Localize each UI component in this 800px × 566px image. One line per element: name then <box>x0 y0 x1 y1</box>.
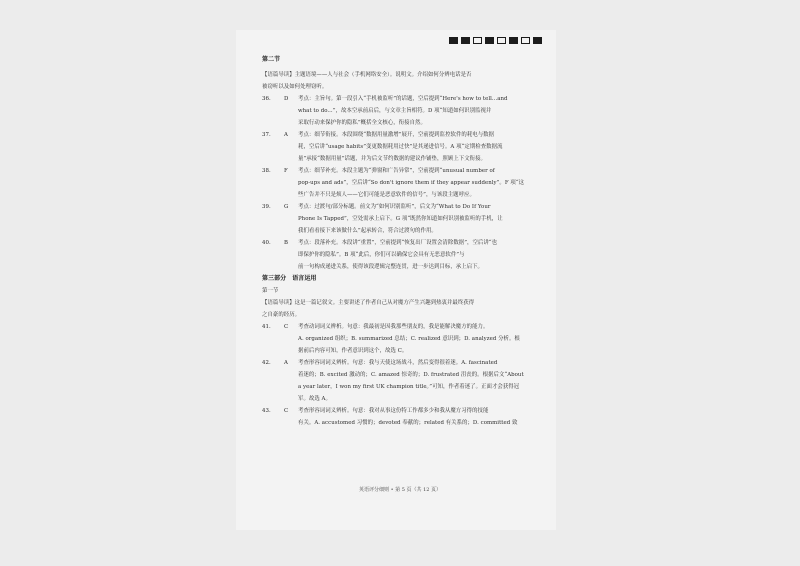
item-number: 37. <box>262 132 271 138</box>
section3-guide-line: 【语篇导读】这是一篇记叙文。主要讲述了作者自己从对魔方产生兴趣到热衷并最终获得 <box>262 300 475 306</box>
explanation-line: 前一句构成递进关系，使得该段逻辑完整连贯，进一步达到目标，承上启下。 <box>298 264 483 270</box>
item-number: 40. <box>262 240 271 246</box>
answer-item <box>262 93 540 129</box>
answer-item <box>262 165 540 201</box>
item-explanation <box>298 321 540 357</box>
header-mark <box>509 37 518 44</box>
explanation-line: 量”承接“数据用量”话题，并为后文节约数据的建议作铺垫，照顾上下文衔接。 <box>298 156 486 162</box>
item-answer: B <box>284 240 289 246</box>
item-explanation <box>298 93 540 129</box>
explanation-line: pop-ups and ads”，空后讲“So don't ignore them if they appear suddenly”。F 项“这 <box>298 180 525 186</box>
explanation-line: what to do...”，故本空承前启后，与文章主旨相符。D 项“知道如何识别监视并 <box>298 108 492 114</box>
header-mark <box>497 37 506 44</box>
page-footer: 英语评分细则 • 第 5 页（共 12 页） <box>358 487 442 493</box>
explanation-line: 考查动词词义辨析。句意：我最初是因我那些朋友的，我是能解决魔方的能力。 <box>298 324 489 330</box>
item-explanation <box>298 129 540 165</box>
answer-item <box>262 321 540 357</box>
explanation-line: a year later，I won my first UK champion title。”可知，作者着迷了。正面才会获得冠 <box>298 384 520 390</box>
explanation-line: 有关。A. accustomed 习惯的；devoted 奉献的；related 有关系的；D. committed 致 <box>298 420 518 426</box>
item-answer: C <box>284 324 289 330</box>
header-mark <box>449 37 458 44</box>
explanation-line: 考点：主旨句。第一段引入“手机被监听”的话题，空后提到“Here's how to tell...and <box>298 96 508 102</box>
item-number: 36. <box>262 96 271 102</box>
item-explanation <box>298 237 540 273</box>
item-explanation <box>298 357 540 405</box>
header-mark <box>461 37 470 44</box>
header-mark <box>533 37 542 44</box>
header-mark <box>485 37 494 44</box>
header-mark <box>473 37 482 44</box>
explanation-line: 据前后内容可知，作者意识到这个，故选 C。 <box>298 348 408 354</box>
item-number: 39. <box>262 204 271 210</box>
explanation-line: 考查形容词词义辨析。句意：我对从事这份特工作都多少和我从魔方习得的技能 <box>298 408 489 414</box>
item-explanation <box>298 405 540 429</box>
explanation-line: 考点：细节补充。本段主题为“弹窗和广告异常”，空前提到“unusual number of <box>298 168 495 174</box>
item-explanation <box>298 165 540 201</box>
item-number: 41. <box>262 324 271 330</box>
header-mark <box>521 37 530 44</box>
section3-subtitle: 第一节 <box>262 288 279 294</box>
item-number: 42. <box>262 360 271 366</box>
section3-guide-line: 之自豪的经历。 <box>262 312 301 318</box>
explanation-line: 我们看看接下来该做什么”起承转合，符合过渡句的作用。 <box>298 228 437 234</box>
explanation-line: 考点：过渡句/部分标题。前文为“如何识别监听”，后文为“What to Do If Your <box>298 204 491 210</box>
explanation-line: 些广告并不只是烦人——它们可能是恶意软件的信号”，与该段主题呼应。 <box>298 192 475 198</box>
item-answer: A <box>284 360 288 366</box>
section2-guide-line: 被窃听以及如何处理窃听。 <box>262 84 328 90</box>
answer-item <box>262 201 540 237</box>
explanation-line: 考查形容词词义辨析。句意：我与天使这场战斗，然后变得很着迷。A. fascinated <box>298 360 498 366</box>
answer-item <box>262 129 540 165</box>
explanation-line: 考点：段落补充。本段讲“重置”，空前提到“恢复出厂设置会清除数据”，空后讲“也 <box>298 240 498 246</box>
explanation-line: 考点：细节衔接。本段围绕“数据用量激增”展开，空前提到监控软件的耗电与数据 <box>298 132 495 138</box>
explanation-line: Phone Is Tapped”，空处需承上启下。G 项“既然你知道如何识别被监听的手机，让 <box>298 216 503 222</box>
item-number: 43. <box>262 408 271 414</box>
item-explanation <box>298 201 540 237</box>
item-answer: D <box>284 96 289 102</box>
explanation-line: 耗，空后讲“usage habits”变更数据耗用过快”是其递进信号。A 项“定期检查数据流 <box>298 144 503 150</box>
item-number: 38. <box>262 168 271 174</box>
item-answer: A <box>284 132 288 138</box>
item-answer: G <box>284 204 289 210</box>
item-answer: F <box>284 168 288 174</box>
answer-item <box>262 405 540 429</box>
explanation-line: 军。故选 A。 <box>298 396 331 402</box>
explanation-line: A. organized 组织；B. summarized 总结；C. realized 意识到；D. analyzed 分析。根 <box>298 336 520 342</box>
explanation-line: 即保护你的隐私”。B 项“此后，你们可以确保它会具有无恶意软件”与 <box>298 252 465 258</box>
section2-guide-line: 【语篇导读】主题语境——人与社会（手机网络安全）。说明文。介绍如何分辨电话是否 <box>262 72 472 78</box>
answer-item <box>262 357 540 405</box>
answer-key-content <box>262 54 540 429</box>
item-answer: C <box>284 408 289 414</box>
header-marks <box>449 37 542 44</box>
section3-title: 第三部分 语言运用 <box>262 275 317 282</box>
explanation-line: 采取行动来保护你的隐私”概括全文核心，衔接自然。 <box>298 120 426 126</box>
section2-title: 第二节 <box>262 56 281 63</box>
explanation-line: 着迷的；B. excited 激动的；C. amazed 惊奇的；D. frustrated 沮丧的。根据后文“About <box>298 372 524 378</box>
answer-item <box>262 237 540 273</box>
